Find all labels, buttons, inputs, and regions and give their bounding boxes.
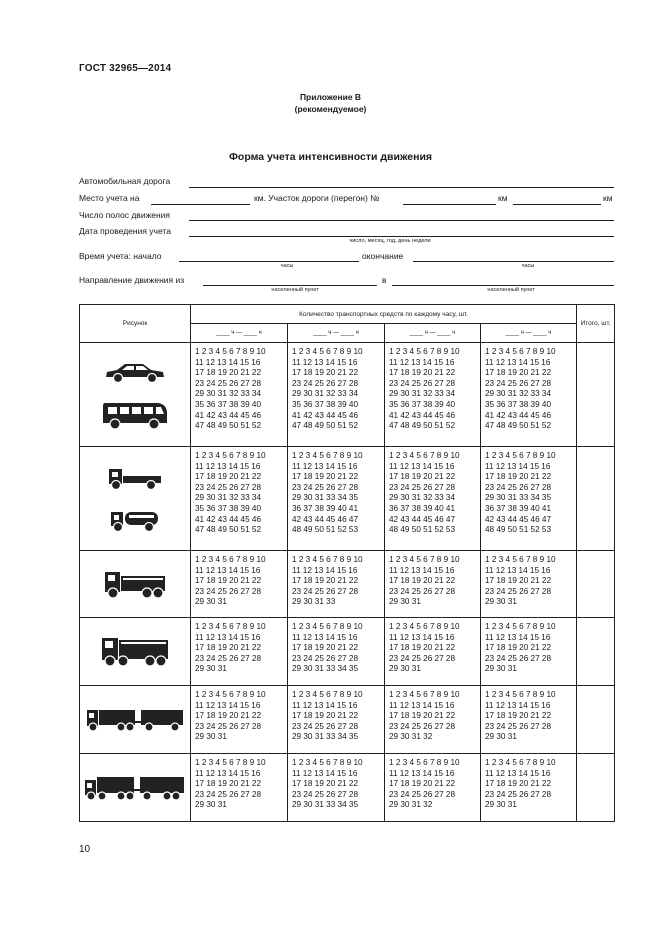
count-line: 23 24 25 26 27 28 xyxy=(389,378,456,388)
count-cell[interactable] xyxy=(288,447,385,551)
date-hint: число, месяц, год, день недели xyxy=(349,238,431,244)
count-line: 17 18 19 20 21 22 xyxy=(485,779,552,789)
count-line: 1 2 3 4 5 6 7 8 9 10 xyxy=(292,451,363,460)
count-line: 29 30 31 32 33 34 xyxy=(389,389,456,399)
count-line: 23 24 25 26 27 28 xyxy=(292,378,359,388)
count-line: 11 12 13 14 15 16 xyxy=(292,461,358,471)
count-line: 17 18 19 20 21 22 xyxy=(389,576,456,586)
count-line: 17 18 19 20 21 22 xyxy=(195,368,262,378)
time-start-label: Время учета: начало xyxy=(79,251,162,261)
count-line: 11 12 13 14 15 16 xyxy=(292,700,358,710)
date-label: Дата проведения учета xyxy=(79,226,171,236)
road-label: Автомобильная дорога xyxy=(79,176,171,186)
count-cell[interactable] xyxy=(481,551,577,618)
count-line: 23 24 25 26 27 28 xyxy=(485,482,552,492)
count-line: 17 18 19 20 21 22 xyxy=(292,368,359,378)
count-line: 23 24 25 26 27 28 xyxy=(195,653,262,663)
count-line: 1 2 3 4 5 6 7 8 9 10 xyxy=(195,758,266,767)
count-line: 41 42 43 44 45 46 xyxy=(389,410,456,420)
count-line: 29 30 31 xyxy=(195,732,227,742)
count-line: 23 24 25 26 27 28 xyxy=(485,721,552,731)
km2-label: км xyxy=(603,193,613,203)
count-cell[interactable] xyxy=(191,618,288,686)
vehicle-picture-cell xyxy=(80,754,191,822)
count-line: 1 2 3 4 5 6 7 8 9 10 xyxy=(292,622,363,631)
time-end-line[interactable] xyxy=(413,261,614,262)
count-line: 47 48 49 50 51 52 xyxy=(195,525,262,535)
count-line: 29 30 31 32 33 34 xyxy=(389,493,456,503)
count-line: 48 49 50 51 52 53 xyxy=(292,525,359,535)
count-line: 1 2 3 4 5 6 7 8 9 10 xyxy=(485,622,556,631)
vehicle-picture-cell xyxy=(80,343,191,447)
hour-header-2[interactable]: ____ ч — ____ ч xyxy=(288,324,385,343)
count-line: 1 2 3 4 5 6 7 8 9 10 xyxy=(195,347,266,356)
count-line: 1 2 3 4 5 6 7 8 9 10 xyxy=(195,451,266,460)
count-line: 29 30 31 33 34 35 xyxy=(292,800,359,810)
vehicle-picture-cell xyxy=(80,686,191,754)
count-cell[interactable] xyxy=(288,343,385,447)
count-line: 11 12 13 14 15 16 xyxy=(485,632,551,642)
count-line: 41 42 43 44 45 46 xyxy=(195,514,262,524)
hours-hint-start: часы xyxy=(280,263,294,269)
count-line: 17 18 19 20 21 22 xyxy=(195,711,262,721)
count-line: 42 43 44 45 46 47 xyxy=(389,514,456,524)
count-line: 1 2 3 4 5 6 7 8 9 10 xyxy=(389,622,460,631)
count-line: 1 2 3 4 5 6 7 8 9 10 xyxy=(292,347,363,356)
count-line: 29 30 31 33 xyxy=(292,597,336,607)
count-line: 23 24 25 26 27 28 xyxy=(389,721,456,731)
count-line: 1 2 3 4 5 6 7 8 9 10 xyxy=(389,690,460,699)
total-cell[interactable] xyxy=(577,618,615,686)
tanker-truck-icon xyxy=(109,507,161,533)
count-cell[interactable] xyxy=(481,618,577,686)
km-line[interactable] xyxy=(513,204,601,205)
count-line: 23 24 25 26 27 28 xyxy=(389,653,456,663)
count-line: 35 36 37 38 39 40 xyxy=(195,399,262,409)
form-title: Форма учета интенсивности движения xyxy=(228,151,433,163)
settlement-hint-to: населенный пункт xyxy=(487,287,535,293)
count-line: 17 18 19 20 21 22 xyxy=(389,643,456,653)
count-line: 47 48 49 50 51 52 xyxy=(292,421,359,431)
count-line: 11 12 13 14 15 16 xyxy=(195,565,261,575)
hour-header-1[interactable]: ____ ч — ____ ч xyxy=(191,324,288,343)
count-line: 29 30 31 33 34 35 xyxy=(292,664,359,674)
count-line: 11 12 13 14 15 16 xyxy=(485,357,551,367)
direction-from-label: Направление движения из xyxy=(79,275,185,285)
count-line: 42 43 44 45 46 47 xyxy=(485,514,552,524)
table-row xyxy=(80,447,615,551)
count-line: 11 12 13 14 15 16 xyxy=(389,565,455,575)
table-row xyxy=(80,754,615,822)
count-line: 23 24 25 26 27 28 xyxy=(195,378,262,388)
count-line: 41 42 43 44 45 46 xyxy=(485,410,552,420)
count-line: 1 2 3 4 5 6 7 8 9 10 xyxy=(389,758,460,767)
count-line: 11 12 13 14 15 16 xyxy=(389,768,455,778)
count-line: 42 43 44 45 46 47 xyxy=(292,514,359,524)
count-cell[interactable] xyxy=(385,551,481,618)
count-line: 29 30 31 32 xyxy=(389,732,433,742)
lanes-line[interactable] xyxy=(189,220,614,221)
date-line[interactable] xyxy=(189,236,614,237)
count-line: 23 24 25 26 27 28 xyxy=(292,653,359,663)
count-cell[interactable] xyxy=(385,447,481,551)
count-cell[interactable] xyxy=(191,686,288,754)
count-line: 11 12 13 14 15 16 xyxy=(389,700,455,710)
direction-to-label: в xyxy=(382,275,387,285)
count-line: 23 24 25 26 27 28 xyxy=(292,482,359,492)
road-train-icon xyxy=(83,773,187,803)
standard-code: ГОСТ 32965—2014 xyxy=(79,63,172,74)
count-line: 17 18 19 20 21 22 xyxy=(195,576,262,586)
time-end-label: окончание xyxy=(362,251,404,261)
count-line: 36 37 38 39 40 41 xyxy=(485,503,552,513)
count-cell[interactable] xyxy=(191,754,288,822)
bus-icon xyxy=(100,400,170,430)
count-line: 11 12 13 14 15 16 xyxy=(389,357,455,367)
count-cell[interactable] xyxy=(385,343,481,447)
count-line: 29 30 31 xyxy=(485,732,517,742)
count-line: 41 42 43 44 45 46 xyxy=(195,410,262,420)
count-line: 11 12 13 14 15 16 xyxy=(389,461,455,471)
count-line: 29 30 31 32 xyxy=(389,800,433,810)
count-line: 48 49 50 51 52 53 xyxy=(485,525,552,535)
count-line: 17 18 19 20 21 22 xyxy=(389,368,456,378)
count-cell[interactable] xyxy=(288,686,385,754)
count-line: 29 30 31 xyxy=(195,664,227,674)
count-line: 47 48 49 50 51 52 xyxy=(485,421,552,431)
count-line: 11 12 13 14 15 16 xyxy=(195,632,261,642)
count-line: 11 12 13 14 15 16 xyxy=(292,768,358,778)
count-line: 35 36 37 38 39 40 xyxy=(195,503,262,513)
count-line: 1 2 3 4 5 6 7 8 9 10 xyxy=(195,555,266,564)
count-line: 17 18 19 20 21 22 xyxy=(389,779,456,789)
count-line: 1 2 3 4 5 6 7 8 9 10 xyxy=(195,622,266,631)
count-line: 1 2 3 4 5 6 7 8 9 10 xyxy=(292,690,363,699)
count-line: 35 36 37 38 39 40 xyxy=(485,399,552,409)
medium-truck-icon xyxy=(103,568,167,600)
count-line: 23 24 25 26 27 28 xyxy=(195,586,262,596)
place-km-line[interactable] xyxy=(151,204,250,205)
road-line[interactable] xyxy=(189,187,614,188)
count-line: 1 2 3 4 5 6 7 8 9 10 xyxy=(195,690,266,699)
count-line: 47 48 49 50 51 52 xyxy=(195,421,262,431)
count-cell[interactable] xyxy=(288,754,385,822)
count-line: 1 2 3 4 5 6 7 8 9 10 xyxy=(485,758,556,767)
count-cell[interactable] xyxy=(481,343,577,447)
hour-header-3[interactable]: ____ ч — ____ ч xyxy=(385,324,481,343)
car-icon xyxy=(103,360,167,384)
header-quantity: Количество транспортных средств по каждому часу, шт. xyxy=(191,305,577,324)
count-line: 47 48 49 50 51 52 xyxy=(389,421,456,431)
count-cell[interactable] xyxy=(288,551,385,618)
lanes-label: Число полос движения xyxy=(79,210,171,220)
count-cell[interactable] xyxy=(191,343,288,447)
light-truck-icon xyxy=(107,465,163,491)
count-line: 23 24 25 26 27 28 xyxy=(292,721,359,731)
count-line: 11 12 13 14 15 16 xyxy=(389,632,455,642)
header-total: Итого, шт. xyxy=(577,305,615,343)
count-line: 23 24 25 26 27 28 xyxy=(485,789,552,799)
count-line: 35 36 37 38 39 40 xyxy=(292,399,359,409)
count-line: 11 12 13 14 15 16 xyxy=(485,565,551,575)
count-line: 23 24 25 26 27 28 xyxy=(195,789,262,799)
count-line: 17 18 19 20 21 22 xyxy=(389,472,456,482)
time-start-line[interactable] xyxy=(179,261,359,262)
count-line: 29 30 31 32 33 34 xyxy=(485,389,552,399)
count-line: 29 30 31 32 33 34 xyxy=(195,493,262,503)
table-row xyxy=(80,686,615,754)
count-line: 11 12 13 14 15 16 xyxy=(292,357,358,367)
count-cell[interactable] xyxy=(191,551,288,618)
count-line: 1 2 3 4 5 6 7 8 9 10 xyxy=(485,690,556,699)
header-picture: Рисунок xyxy=(80,305,191,343)
count-line: 23 24 25 26 27 28 xyxy=(485,653,552,663)
count-line: 29 30 31 xyxy=(389,664,421,674)
count-line: 23 24 25 26 27 28 xyxy=(389,586,456,596)
count-line: 23 24 25 26 27 28 xyxy=(485,378,552,388)
count-line: 29 30 31 32 33 34 xyxy=(195,389,262,399)
count-line: 17 18 19 20 21 22 xyxy=(485,472,552,482)
count-cell[interactable] xyxy=(481,447,577,551)
count-line: 1 2 3 4 5 6 7 8 9 10 xyxy=(485,555,556,564)
count-line: 1 2 3 4 5 6 7 8 9 10 xyxy=(292,758,363,767)
count-line: 11 12 13 14 15 16 xyxy=(195,357,261,367)
count-line: 11 12 13 14 15 16 xyxy=(485,700,551,710)
count-line: 23 24 25 26 27 28 xyxy=(195,482,262,492)
heavy-truck-icon xyxy=(100,635,170,669)
count-line: 11 12 13 14 15 16 xyxy=(292,632,358,642)
count-line: 11 12 13 14 15 16 xyxy=(195,461,261,471)
count-line: 1 2 3 4 5 6 7 8 9 10 xyxy=(485,347,556,356)
count-cell[interactable] xyxy=(288,618,385,686)
vehicle-picture-cell xyxy=(80,447,191,551)
count-line: 17 18 19 20 21 22 xyxy=(485,368,552,378)
count-line: 29 30 31 xyxy=(195,800,227,810)
count-cell[interactable] xyxy=(385,686,481,754)
count-line: 17 18 19 20 21 22 xyxy=(292,576,359,586)
traffic-count-table xyxy=(79,304,615,822)
count-line: 17 18 19 20 21 22 xyxy=(292,472,359,482)
page-number: 10 xyxy=(79,844,91,855)
count-line: 29 30 31 xyxy=(389,597,421,607)
appendix-subtitle: (рекомендуемое) xyxy=(294,104,367,114)
table-row xyxy=(80,551,615,618)
count-cell[interactable] xyxy=(385,618,481,686)
km-section-label: км. Участок дороги (перегон) № xyxy=(254,193,380,203)
count-line: 1 2 3 4 5 6 7 8 9 10 xyxy=(292,555,363,564)
count-line: 17 18 19 20 21 22 xyxy=(195,643,262,653)
count-cell[interactable] xyxy=(385,754,481,822)
count-cell[interactable] xyxy=(481,754,577,822)
count-cell[interactable] xyxy=(191,447,288,551)
count-line: 17 18 19 20 21 22 xyxy=(389,711,456,721)
hour-header-4[interactable]: ____ ч — ____ ч xyxy=(481,324,577,343)
count-line: 29 30 31 xyxy=(485,664,517,674)
count-line: 23 24 25 26 27 28 xyxy=(195,721,262,731)
direction-to-line[interactable] xyxy=(392,285,614,286)
count-line: 23 24 25 26 27 28 xyxy=(389,789,456,799)
count-line: 29 30 31 33 34 35 xyxy=(292,493,359,503)
count-line: 17 18 19 20 21 22 xyxy=(485,711,552,721)
count-line: 11 12 13 14 15 16 xyxy=(195,768,261,778)
total-cell[interactable] xyxy=(577,551,615,618)
count-line: 29 30 31 33 34 35 xyxy=(292,732,359,742)
count-line: 17 18 19 20 21 22 xyxy=(292,643,359,653)
count-line: 29 30 31 xyxy=(485,800,517,810)
count-line: 17 18 19 20 21 22 xyxy=(485,643,552,653)
count-line: 17 18 19 20 21 22 xyxy=(195,472,262,482)
count-line: 29 30 31 xyxy=(195,597,227,607)
section-number-line[interactable] xyxy=(403,204,496,205)
count-line: 17 18 19 20 21 22 xyxy=(292,779,359,789)
truck-trailer-icon xyxy=(85,706,185,734)
count-line: 35 36 37 38 39 40 xyxy=(389,399,456,409)
count-line: 11 12 13 14 15 16 xyxy=(485,768,551,778)
vehicle-picture-cell xyxy=(80,551,191,618)
count-line: 23 24 25 26 27 28 xyxy=(292,789,359,799)
count-line: 23 24 25 26 27 28 xyxy=(292,586,359,596)
count-line: 11 12 13 14 15 16 xyxy=(195,700,261,710)
hours-hint-end: часы xyxy=(521,263,535,269)
count-line: 17 18 19 20 21 22 xyxy=(195,779,262,789)
count-line: 23 24 25 26 27 28 xyxy=(389,482,456,492)
count-line: 1 2 3 4 5 6 7 8 9 10 xyxy=(389,451,460,460)
table-row xyxy=(80,343,615,447)
count-line: 11 12 13 14 15 16 xyxy=(292,565,358,575)
count-line: 1 2 3 4 5 6 7 8 9 10 xyxy=(389,555,460,564)
total-cell[interactable] xyxy=(577,754,615,822)
total-cell[interactable] xyxy=(577,447,615,551)
count-line: 11 12 13 14 15 16 xyxy=(485,461,551,471)
count-line: 29 30 31 32 33 34 xyxy=(292,389,359,399)
appendix-title: Приложение В xyxy=(299,92,362,102)
count-line: 36 37 38 39 40 41 xyxy=(389,503,456,513)
count-line: 23 24 25 26 27 28 xyxy=(485,586,552,596)
count-line: 41 42 43 44 45 46 xyxy=(292,410,359,420)
count-line: 29 30 31 33 34 35 xyxy=(485,493,552,503)
vehicle-picture-cell xyxy=(80,618,191,686)
direction-from-line[interactable] xyxy=(203,285,377,286)
total-cell[interactable] xyxy=(577,686,615,754)
settlement-hint-from: населенный пункт xyxy=(271,287,319,293)
count-line: 1 2 3 4 5 6 7 8 9 10 xyxy=(485,451,556,460)
km1-label: км xyxy=(498,193,508,203)
place-label: Место учета на xyxy=(79,193,140,203)
count-line: 48 49 50 51 52 53 xyxy=(389,525,456,535)
count-line: 17 18 19 20 21 22 xyxy=(292,711,359,721)
table-row xyxy=(80,618,615,686)
count-line: 29 30 31 xyxy=(485,597,517,607)
count-line: 36 37 38 39 40 41 xyxy=(292,503,359,513)
count-line: 1 2 3 4 5 6 7 8 9 10 xyxy=(389,347,460,356)
total-cell[interactable] xyxy=(577,343,615,447)
count-cell[interactable] xyxy=(481,686,577,754)
count-line: 17 18 19 20 21 22 xyxy=(485,576,552,586)
